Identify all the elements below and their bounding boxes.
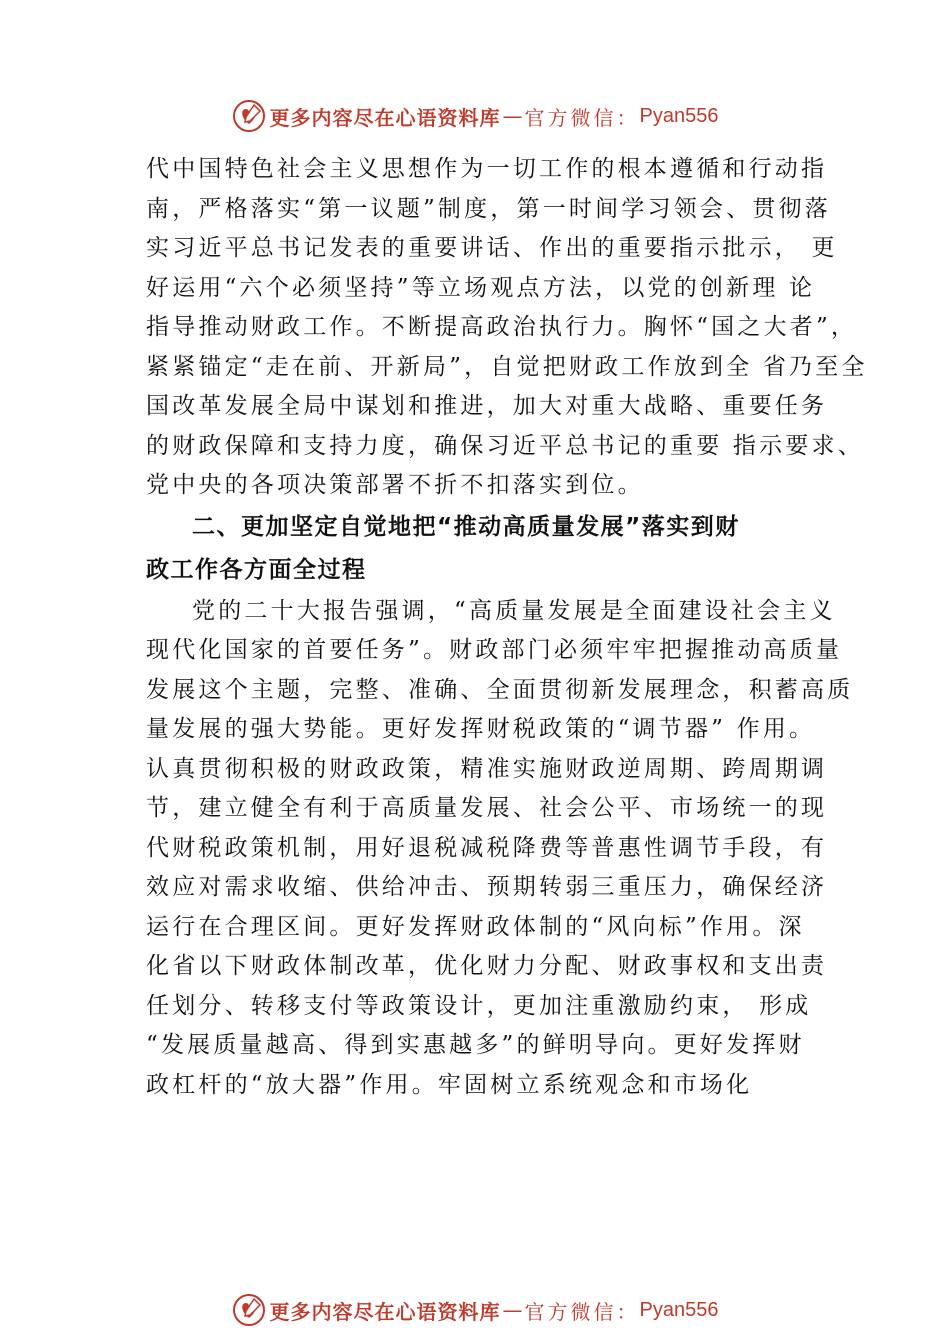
text-line: 任划分、转移支付等政策设计，更加注重激励约束， 形成 — [146, 992, 812, 1019]
footer-site-text: 更多内容尽在心语资料库 — [269, 1299, 501, 1324]
paragraph-1 — [146, 150, 868, 506]
section-heading — [146, 506, 846, 592]
header-site-text: 更多内容尽在心语资料库 — [269, 105, 501, 130]
heart-pen-logo-icon — [232, 1293, 266, 1327]
header-banner — [0, 96, 950, 136]
text-line: 政杠杆的“放大器”作用。牢固树立系统观念和市场化 — [146, 1071, 753, 1098]
text-line: 化省以下财政体制改革，优化财力分配、财政事权和支出责 — [146, 953, 828, 979]
document-body — [146, 150, 868, 1105]
text-line: 指导推动财政工作。不断提高政治执行力。胸怀“国之大者”， — [146, 314, 858, 340]
footer-account-id: Pyan556 — [639, 1298, 719, 1321]
text-line: 现代化国家的首要任务”。财政部门必须牢牢把握推动高质量 — [146, 637, 843, 663]
text-line: 节，建立健全有利于高质量发展、社会公平、市场统一的现 — [146, 795, 828, 821]
footer-official-label: 官方微信： — [524, 1299, 640, 1324]
text-line: 运行在合理区间。更好发挥财政体制的“风向标”作用。深 — [146, 913, 805, 940]
heading-line: 二、更加坚定自觉地把“推动高质量发展”落实到财 — [192, 513, 740, 540]
text-line: 实习近平总书记发表的重要讲话、作出的重要指示批示， 更 — [146, 235, 838, 261]
text-line: 量发展的强大势能。更好发挥财税政策的“调节器” 作用。 — [146, 716, 816, 742]
header-separator: — — [502, 104, 523, 128]
text-line: 的财政保障和支持力度，确保习近平总书记的重要 指示要求、 — [146, 432, 864, 459]
heading-line: 政工作各方面全过程 — [146, 556, 367, 583]
footer-banner — [0, 1290, 950, 1330]
text-line: 紧紧锚定“走在前、开新局”，自觉把财政工作放到全 省乃至全 — [146, 353, 868, 380]
header-official-label: 官方微信： — [524, 105, 640, 130]
text-line: 党的二十大报告强调，“高质量发展是全面建设社会主义 — [192, 597, 836, 624]
text-line: 发展这个主题，完整、准确、全面贯彻新发展理念，积蓄高质 — [146, 676, 854, 703]
text-line: “发展质量越高、得到实惠越多”的鲜明导向。更好发挥财 — [146, 1032, 805, 1058]
heart-pen-logo-icon — [232, 99, 266, 133]
text-line: 代中国特色社会主义思想作为一切工作的根本遵循和行动指 — [146, 156, 828, 182]
text-line: 党中央的各项决策部署不折不扣落实到位。 — [146, 472, 644, 498]
text-line: 认真贯彻积极的财政政策，精准实施财政逆周期、跨周期调 — [146, 755, 828, 782]
footer-separator: — — [502, 1298, 523, 1322]
text-line: 南，严格落实“第一议题”制度，第一时间学习领会、贯彻落 — [146, 195, 831, 222]
header-account-id: Pyan556 — [639, 104, 719, 127]
text-line: 代财税政策机制，用好退税减税降费等普惠性调节手段，有 — [146, 834, 828, 861]
paragraph-2 — [146, 592, 854, 1106]
text-line: 国改革发展全局中谋划和推进，加大对重大战略、重要任务 — [146, 393, 828, 419]
text-line: 效应对需求收缩、供给冲击、预期转弱三重压力，确保经济 — [146, 874, 828, 900]
text-line: 好运用“六个必须坚持”等立场观点方法，以党的创新理 论 — [146, 274, 816, 301]
